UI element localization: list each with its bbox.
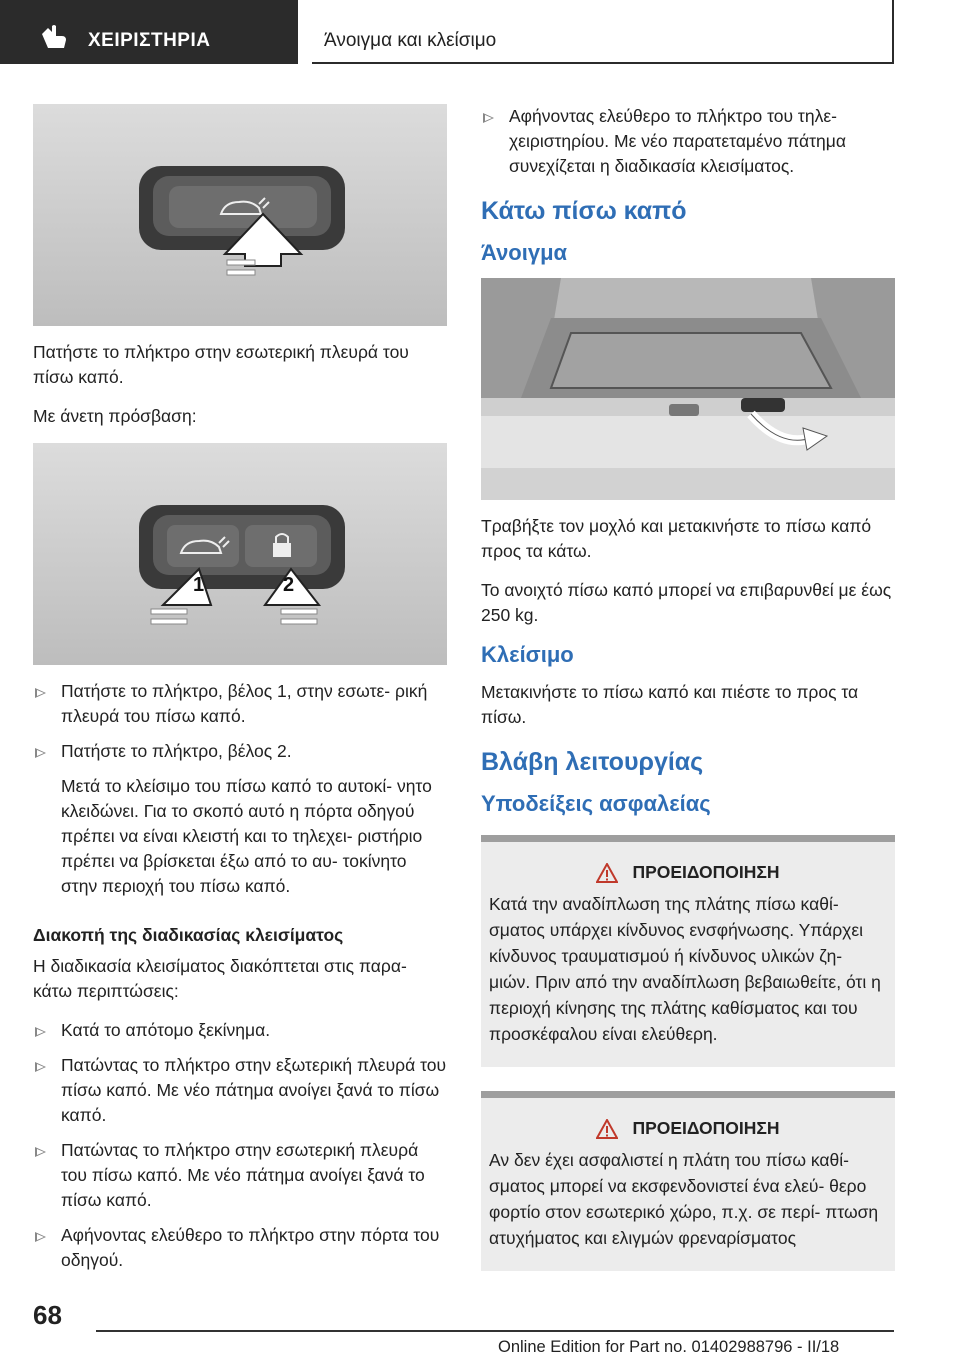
hand-pointer-icon [38,24,68,50]
figure-label-2: 2 [283,574,295,596]
header-section-tab [0,0,298,64]
subheading-closing: Κλείσιμο [481,642,574,667]
list-item-text: Πατήστε το πλήκτρο, βέλος 2. [61,741,292,761]
header-topic-tab [312,0,894,64]
warning-header [489,862,887,883]
bullet-triangle-icon [35,1027,46,1037]
header-section-title: ΧΕΙΡΙΣΤΗΡΙΑ [88,30,211,51]
bullet-triangle-icon [35,688,46,698]
list-item-subtext: Μετά το κλείσιμο του πίσω καπό το αυτοκί- νητο κλειδώνει. Για το σκοπό αυτό η πόρτα οδηγού πρέπει να είναι κλειστή και το τηλεχει- ριστήριο πρέπει να βρίσκεται έξω από το αυ- τοκίνητο στην περιοχή του πίσω καπό. [61,776,432,896]
left-column [33,104,447,1283]
footer-divider [96,1330,894,1332]
opening-text-1: Τραβήξτε τον μοχλό και μετακινήστε το πίσω καπό προς τα κάτω. [481,516,872,561]
warning-header [489,1118,887,1139]
warning-text: Κατά την αναδίπλωση της πλάτης πίσω καθί- σματος υπάρχει κίνδυνος ενσφήνωσης. Υπάρχει κίνδυνος τραυματισμού ή κίνδυνος υλικών ζη- μιών. Πριν από την αναδίπλωση βεβαιωθείτε, ότι η περιοχή κίνησης της πλάτης καθίσματος και του προσκέφαλου είναι ελεύθερη. [489,894,881,1044]
caption-inner-button: Πατήστε το πλήκτρο στην εσωτερική πλευρά του πίσω καπό. [33,342,409,387]
list-item-text: Πατήστε το πλήκτρο, βέλος 1, στην εσωτε- ρική πλευρά του πίσω καπό. [61,681,428,726]
list-item-text: Πατώντας το πλήκτρο στην εσωτερική πλευρά του πίσω καπό. Με νέο πάτημα ανοίγει ξανά το πίσω καπό. [61,1140,425,1210]
figure-inner-button [33,104,447,326]
footer-edition: Online Edition for Part no. 01402988796 - II/18 [498,1338,840,1356]
bullet-triangle-icon [35,1232,46,1242]
list-item-text: Πατώντας το πλήκτρο στην εξωτερική πλευρά του πίσω καπό. Με νέο πάτημα ανοίγει ξανά το πίσω καπό. [61,1055,447,1125]
figure-comfort-buttons-drawing [33,443,447,665]
warning-box [481,835,895,1067]
subheading-opening: Άνοιγμα [481,240,568,265]
list-item-text: Κατά το απότομο ξεκίνημα. [61,1020,271,1040]
warning-title: ΠΡΟΕΙΔΟΠΟΙΗΣΗ [632,862,780,882]
bullet-triangle-icon [483,113,494,123]
closing-text: Μετακινήστε το πίσω καπό και πιέστε το προς τα πίσω. [481,682,859,727]
section-heading-lower-tailgate: Κάτω πίσω καπό [481,197,687,225]
right-column [481,104,895,1271]
warning-text: Αν δεν έχει ασφαλιστεί η πλάτη του πίσω καθί- σματος μπορεί να εκσφενδονιστεί ένα ελεύ- θερο φορτίο στον εσωτερικό χώρο, π.χ. σε περί- πτωση ατυχήματος και ελιγμών φρεναρίσματος [489,1150,879,1248]
header-topic-title: Άνοιγμα και κλείσιμο [324,30,497,51]
interrupt-heading: Διακοπή της διαδικασίας κλεισίματος [33,925,344,945]
figure-inner-button-drawing [33,104,447,326]
bullet-triangle-icon [35,1147,46,1157]
list-item [33,1053,447,1128]
warning-triangle-icon [596,1119,618,1139]
figure-label-1: 1 [193,574,205,596]
warning-title: ΠΡΟΕΙΔΟΠΟΙΗΣΗ [632,1118,780,1138]
list-item-text: Αφήνοντας ελεύθερο το πλήκτρο του τηλε- χειριστηρίου. Με νέο παρατεταμένο πάτημα συνεχίζεται η διαδικασία κλεισίματος. [509,106,846,176]
section-heading-malfunction: Βλάβη λειτουργίας [481,748,704,776]
list-item [33,1138,447,1213]
figure-lower-tailgate [481,278,895,500]
warning-box [481,1091,895,1271]
subheading-safety-notes: Υποδείξεις ασφαλείας [481,791,711,816]
bullet-triangle-icon [35,748,46,758]
interrupt-text: Η διαδικασία κλεισίματος διακόπτεται στις παρα- κάτω περιπτώσεις: [33,956,407,1001]
figure-lower-tailgate-drawing [481,278,895,500]
list-item [33,1018,447,1043]
list-item [481,104,895,179]
warning-triangle-icon [596,863,618,883]
opening-text-2: Το ανοιχτό πίσω καπό μπορεί να επιβαρυνθεί με έως 250 kg. [481,580,892,625]
caption-comfort-access: Με άνετη πρόσβαση: [33,406,197,426]
page-number: 68 [33,1300,62,1330]
list-item-text: Αφήνοντας ελεύθερο το πλήκτρο στην πόρτα του οδηγού. [61,1225,440,1270]
list-item [33,679,447,729]
bullet-triangle-icon [35,1062,46,1072]
list-item [33,1223,447,1273]
list-item [33,739,447,764]
figure-comfort-buttons [33,443,447,665]
